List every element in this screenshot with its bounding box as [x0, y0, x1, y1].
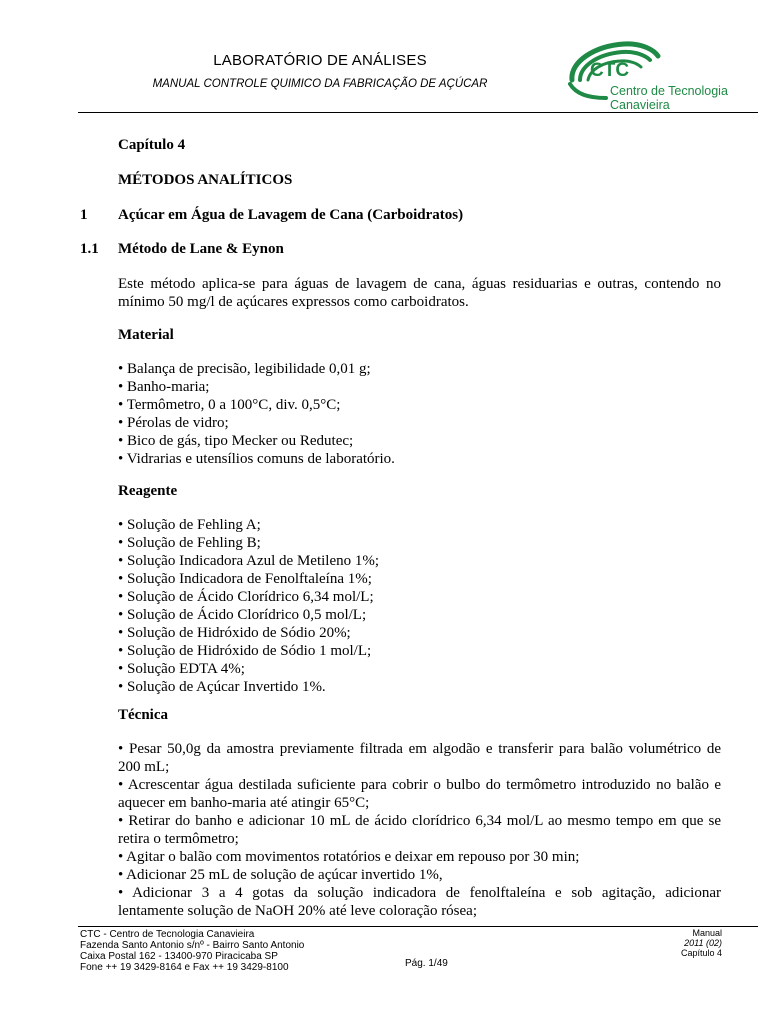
- reagente-item: • Solução de Fehling B;: [118, 535, 261, 551]
- footer-line: Fazenda Santo Antonio s/nº - Bairro Santo Antonio: [80, 940, 305, 951]
- material-item: • Termômetro, 0 a 100°C, div. 0,5°C;: [118, 397, 341, 413]
- tecnica-item: [118, 848, 721, 866]
- tecnica-item: [118, 866, 721, 884]
- material-heading: Material: [118, 327, 174, 343]
- material-item: • Pérolas de vidro;: [118, 415, 229, 431]
- material-item: • Vidrarias e utensílios comuns de laboratório.: [118, 451, 395, 467]
- reagente-item: • Solução de Ácido Clorídrico 0,5 mol/L;: [118, 607, 367, 623]
- footer-line: Fone ++ 19 3429-8164 e Fax ++ 19 3429-8100: [80, 962, 289, 973]
- heading-1-text: Açúcar em Água de Lavagem de Cana (Carboidratos): [118, 207, 464, 223]
- reagente-list: [118, 516, 721, 696]
- tecnica-line: • Agitar o balão com movimentos rotatórios e deixar em repouso por 30 min;: [118, 849, 580, 865]
- tecnica-list: [118, 740, 721, 920]
- reagente-item: • Solução EDTA 4%;: [118, 661, 245, 677]
- tecnica-line: • Retirar do banho e adicionar 10 mL de ácido clorídrico 6,34 mol/L ao mesmo tempo em que se: [118, 813, 721, 829]
- footer-doc-chapter: Capítulo 4: [680, 948, 722, 958]
- tecnica-line: retira o termômetro;: [118, 831, 239, 847]
- page-number: Pág. 1/49: [405, 958, 448, 969]
- footer-address: [80, 929, 304, 973]
- tecnica-line: aquecer em banho-maria até atingir 65°C;: [118, 795, 370, 811]
- intro-line: Este método aplica-se para águas de lavagem de cana, águas residuarias e outras, contendo no: [118, 276, 721, 292]
- tecnica-item: [118, 776, 721, 812]
- material-item: • Bico de gás, tipo Mecker ou Redutec;: [118, 433, 354, 449]
- tecnica-item: [118, 884, 721, 920]
- section-title: MÉTODOS ANALÍTICOS: [118, 172, 293, 188]
- reagente-item: • Solução de Hidróxido de Sódio 1 mol/L;: [118, 643, 372, 659]
- material-item: • Balança de precisão, legibilidade 0,01 g;: [118, 361, 371, 377]
- heading-1-1-number: 1.1: [80, 241, 99, 257]
- tecnica-heading: Técnica: [118, 707, 168, 723]
- logo-line2: Canavieira: [610, 98, 670, 112]
- reagente-item: • Solução de Fehling A;: [118, 517, 261, 533]
- footer-doc-version: 2011 (02): [684, 938, 722, 948]
- footer-line: Caixa Postal 162 - 13400-970 Piracicaba SP: [80, 951, 278, 962]
- ctc-logo: [566, 40, 736, 112]
- footer-line: CTC - Centro de Tecnologia Canavieira: [80, 929, 255, 940]
- tecnica-line: 200 mL;: [118, 759, 170, 775]
- reagente-item: • Solução de Hidróxido de Sódio 20%;: [118, 625, 351, 641]
- footer-doc-type: Manual: [692, 928, 722, 938]
- intro-paragraph: [118, 275, 721, 311]
- ctc-logo-icon: [566, 40, 736, 112]
- heading-1-number: 1: [80, 207, 88, 223]
- heading-1-1-text: Método de Lane & Eynon: [118, 241, 284, 257]
- logo-abbr: CTC: [590, 60, 630, 81]
- tecnica-line: • Acrescentar água destilada suficiente para cobrir o bulbo do termômetro introduzido no balão e: [118, 777, 721, 793]
- reagente-item: • Solução Indicadora Azul de Metileno 1%;: [118, 553, 380, 569]
- tecnica-item: [118, 740, 721, 776]
- intro-line: mínimo 50 mg/l de açúcares expressos como carboidratos.: [118, 294, 469, 310]
- reagente-item: • Solução de Açúcar Invertido 1%.: [118, 679, 326, 695]
- tecnica-line: • Pesar 50,0g da amostra previamente filtrada em algodão e transferir para balão volumétrico de: [118, 741, 721, 757]
- material-list: [118, 360, 721, 468]
- footer-doc-info: [600, 928, 722, 958]
- tecnica-line: • Adicionar 3 a 4 gotas da solução indicadora de fenolftaleína e sob agitação, adicionar: [118, 885, 721, 901]
- tecnica-line: • Adicionar 25 mL de solução de açúcar invertido 1%,: [118, 867, 443, 883]
- chapter-label: Capítulo 4: [118, 137, 186, 153]
- reagente-item: • Solução de Ácido Clorídrico 6,34 mol/L;: [118, 589, 374, 605]
- document-header-subtitle: MANUAL CONTROLE QUIMICO DA FABRICAÇÃO DE AÇÚCAR: [152, 78, 488, 90]
- tecnica-item: [118, 812, 721, 848]
- reagente-item: • Solução Indicadora de Fenolftaleína 1%;: [118, 571, 372, 587]
- tecnica-line: lentamente solução de NaOH 20% até leve coloração rósea;: [118, 903, 478, 919]
- footer-divider: [78, 926, 758, 927]
- reagente-heading: Reagente: [118, 483, 178, 499]
- header-divider: [78, 112, 758, 113]
- logo-line1: Centro de Tecnologia: [610, 84, 728, 98]
- document-header-title: LABORATÓRIO DE ANÁLISES: [213, 52, 427, 69]
- material-item: • Banho-maria;: [118, 379, 210, 395]
